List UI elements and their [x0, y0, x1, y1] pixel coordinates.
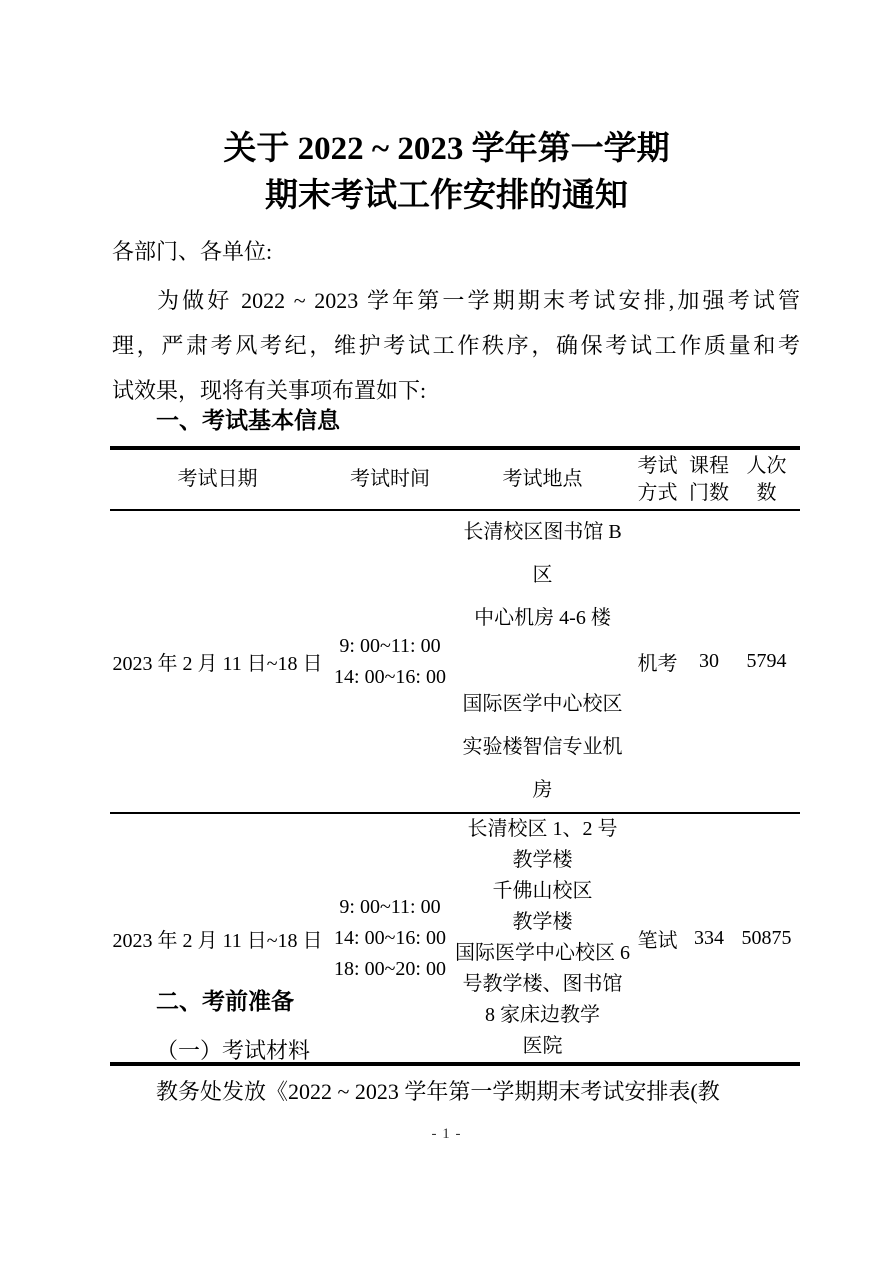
section-1-heading: 一、考试基本信息 — [156, 407, 340, 433]
section-2-heading: 二、考前准备 — [156, 988, 294, 1014]
cell-exam-date: 2023 年 2 月 11 日~18 日 — [112, 653, 323, 675]
cell-exam-times: 9: 00~11: 00 14: 00~16: 00 18: 00~20: 00 — [334, 895, 446, 980]
intro-paragraph — [112, 278, 800, 413]
cell-exam-date: 2023 年 2 月 11 日~18 日 — [112, 929, 323, 952]
table-row-written-exam — [110, 813, 800, 1064]
intro-paragraph-line-3: 试效果，现将有关事项布置如下: — [112, 378, 427, 403]
cell-attendance-count: 50875 — [741, 926, 792, 949]
body-continuation-text: 教务处发放《2022 ~ 2023 学年第一学期期末考试安排表(教 — [156, 1079, 720, 1104]
col-header-attendance-count: 人次 数 — [746, 454, 787, 504]
cell-exam-method: 笔试 — [637, 929, 678, 952]
intro-paragraph-line-2: 理，严肃考风考纪，维护考试工作秩序，确保考试工作质量和考 — [112, 333, 800, 358]
table-row-computer-exam — [110, 510, 800, 813]
exam-info-table — [110, 446, 800, 1066]
page-number: - 1 - — [431, 1126, 462, 1142]
subsection-heading: （一）考试材料 — [156, 1038, 311, 1063]
col-header-exam-location: 考试地点 — [502, 468, 583, 490]
col-header-exam-date: 考试日期 — [177, 468, 258, 490]
cell-exam-times: 9: 00~11: 00 14: 00~16: 00 — [334, 634, 446, 688]
col-header-exam-time: 考试时间 — [350, 468, 430, 490]
document-title — [0, 126, 893, 220]
document-title-line-2: 期末考试工作安排的通知 — [265, 178, 628, 214]
cell-exam-locations: 长清校区 1、2 号 教学楼 千佛山校区 教学楼 国际医学中心校区 6 号教学楼、图书馆 8 家床边教学 医院 — [455, 818, 630, 1057]
cell-course-count: 30 — [699, 650, 719, 672]
col-header-exam-method: 考试 方式 — [637, 454, 678, 504]
salutation: 各部门、各单位: — [112, 239, 273, 264]
cell-exam-locations: 长清校区图书馆 B 区 中心机房 4-6 楼 国际医学中心校区 实验楼智信专业机房 — [462, 521, 623, 801]
intro-paragraph-line-1: 为做好 2022 ~ 2023 学年第一学期期末考试安排,加强考试管 — [157, 288, 800, 313]
cell-exam-method: 机考 — [637, 653, 678, 675]
cell-attendance-count: 5794 — [746, 650, 787, 672]
document-title-line-1: 关于 2022 ~ 2023 学年第一学期 — [223, 131, 670, 167]
table-header-row — [110, 448, 800, 510]
cell-course-count: 334 — [694, 926, 724, 949]
col-header-course-count: 课程 门数 — [689, 454, 729, 504]
